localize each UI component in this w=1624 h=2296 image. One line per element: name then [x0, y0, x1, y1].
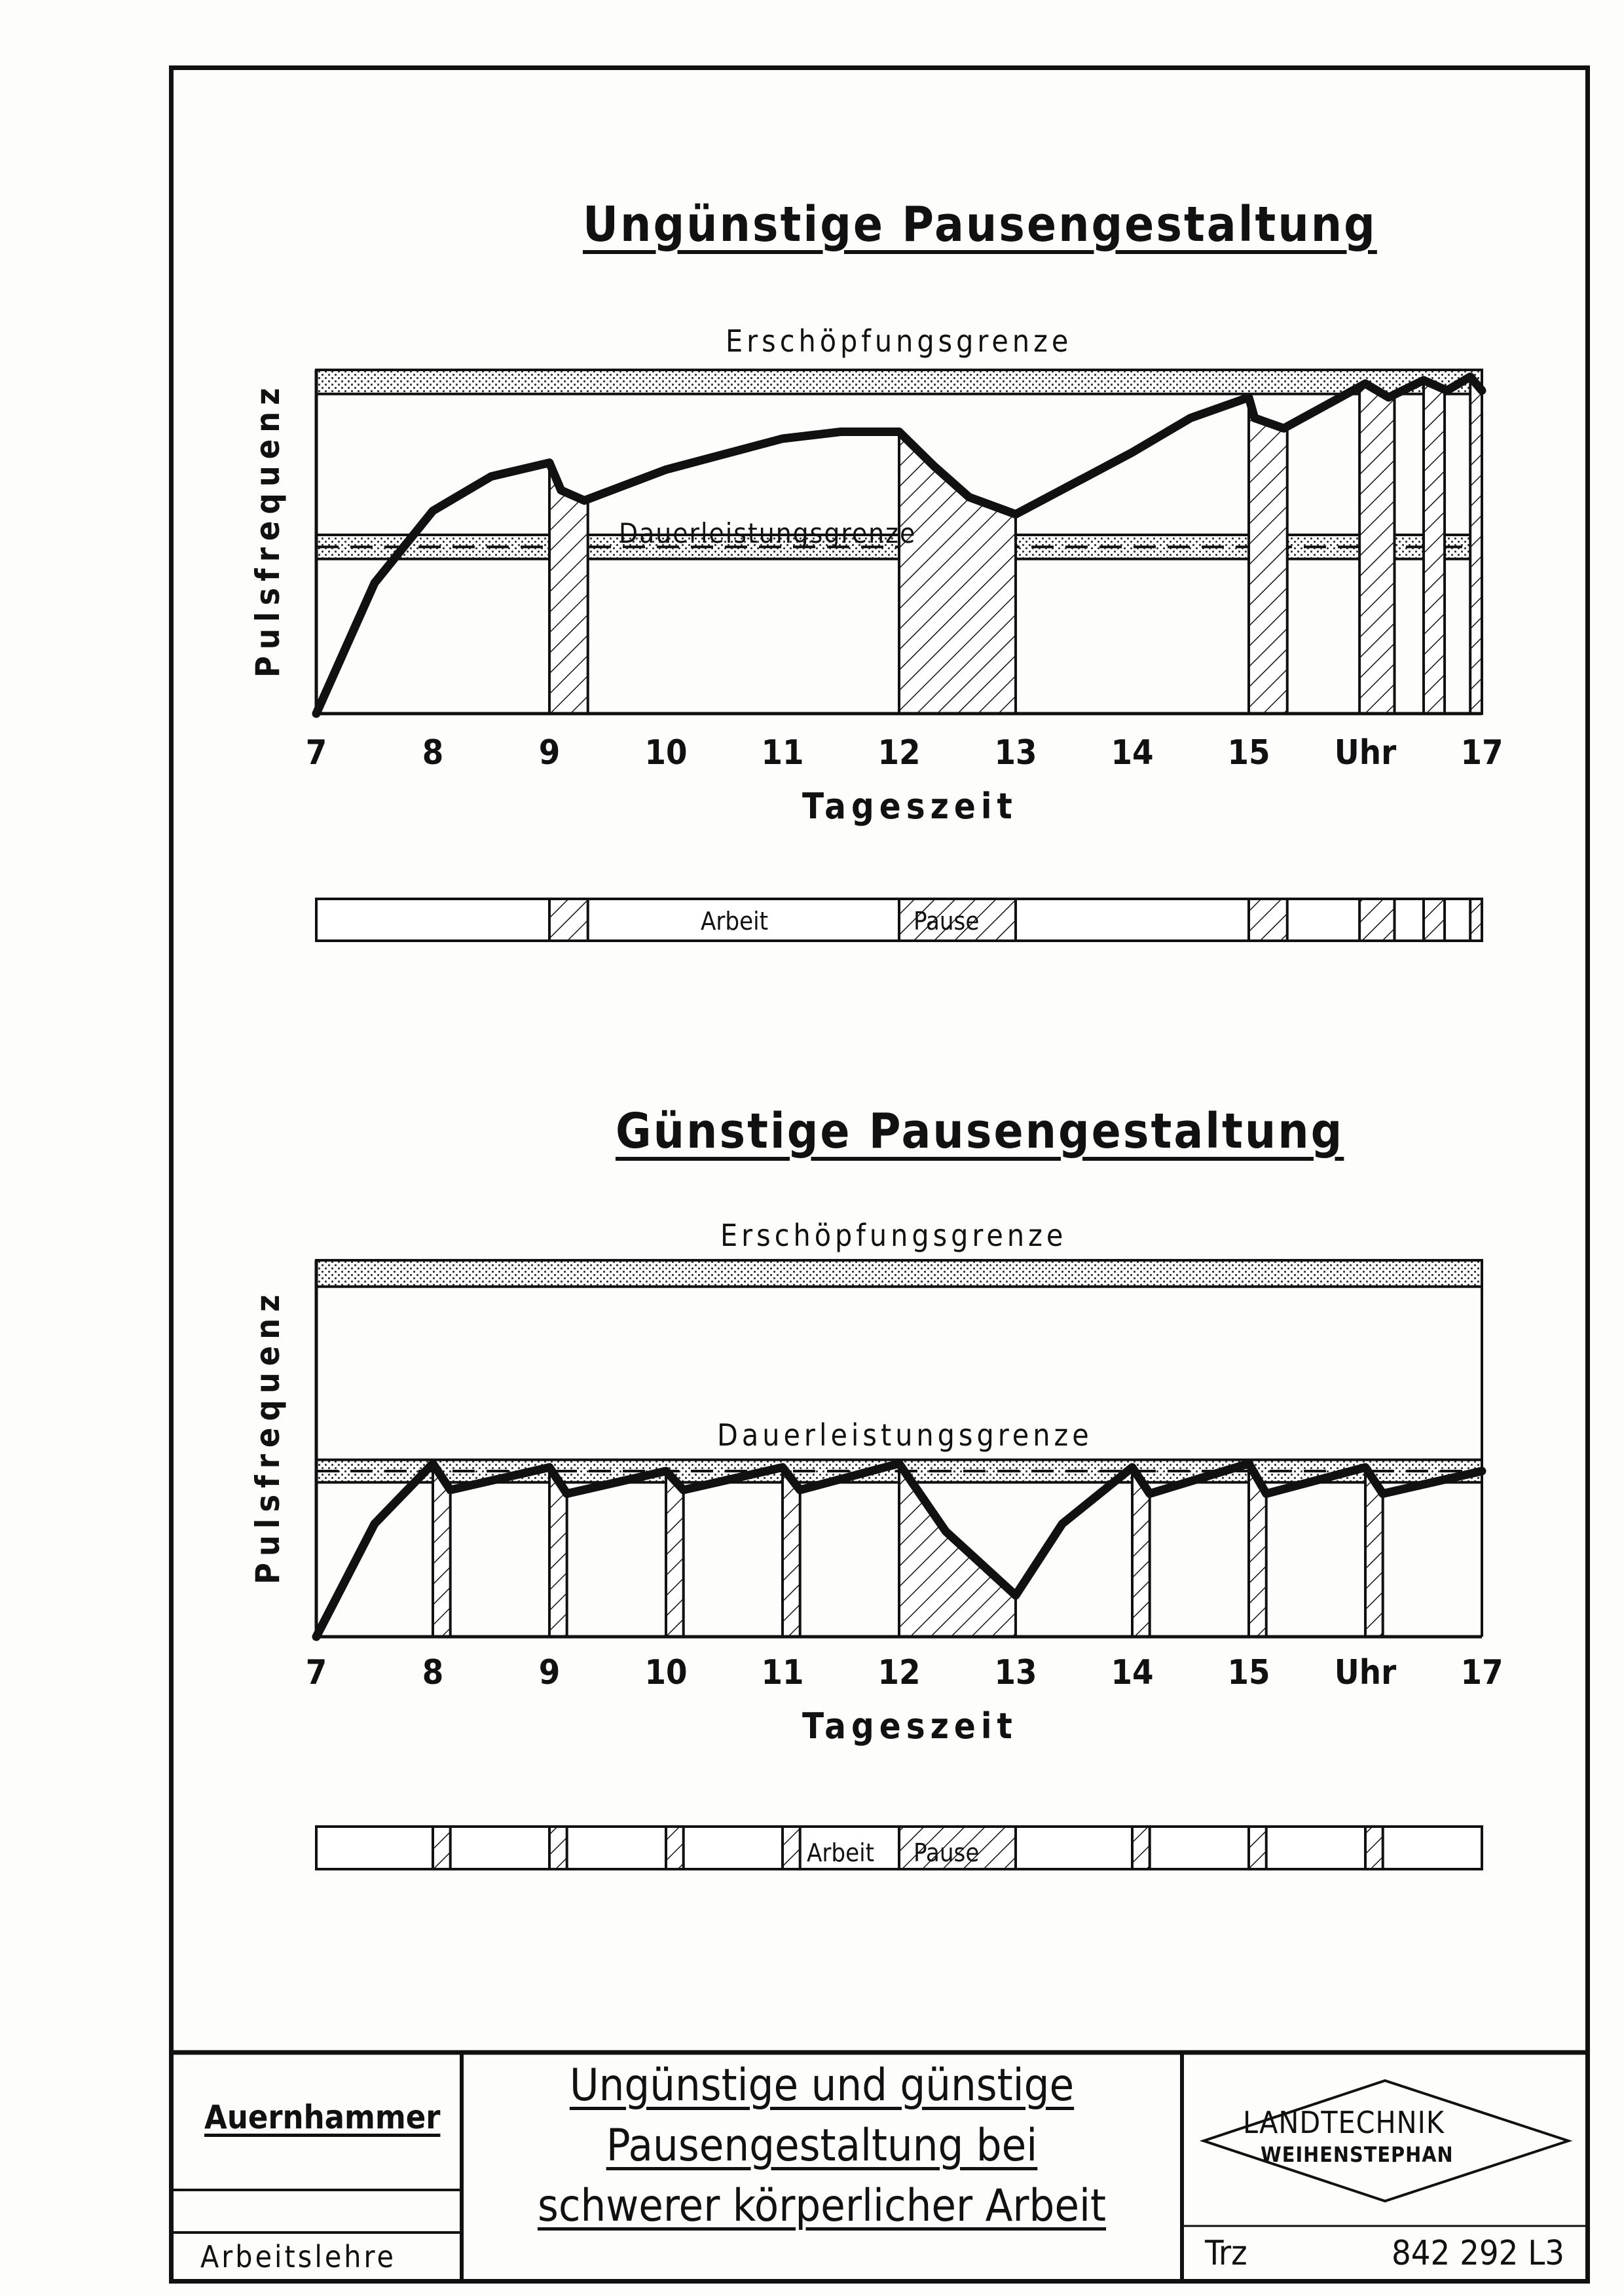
- strip-pause-label: Pause: [913, 1838, 980, 1867]
- x-tick-label: 14: [1111, 733, 1154, 773]
- x-tick-label: 11: [761, 733, 804, 773]
- x-tick-label: 9: [538, 1653, 561, 1692]
- x-tick-label: 12: [877, 733, 921, 773]
- chart-title: Günstige Pausengestaltung: [616, 1103, 1344, 1159]
- x-tick-label: 17: [1460, 1653, 1504, 1692]
- endurance-limit-label: Dauerleistungsgrenze: [717, 1417, 1093, 1453]
- drawing-title: [465, 2056, 1179, 2236]
- x-tick-label: 13: [994, 733, 1037, 773]
- x-axis-title: Tageszeit: [802, 786, 1018, 827]
- sheet-frame: [169, 65, 1590, 2284]
- drawing-title-line: Ungünstige und günstige: [569, 2060, 1075, 2111]
- x-tick-label: 7: [305, 733, 327, 773]
- x-tick-label: 8: [422, 1653, 444, 1692]
- x-tick-label: 9: [538, 733, 561, 773]
- chart-title: Ungünstige Pausengestaltung: [583, 196, 1377, 253]
- x-tick-label: 17: [1460, 733, 1504, 773]
- logo-text-landtechnik: LANDTECHNIK: [1243, 2105, 1445, 2140]
- x-tick-label: 10: [644, 733, 688, 773]
- author-name: Auernhammer: [204, 2098, 441, 2136]
- department-name: Arbeitslehre: [200, 2239, 397, 2274]
- x-tick-label: 14: [1111, 1653, 1154, 1692]
- strip-work-label: Arbeit: [807, 1838, 875, 1867]
- logo-text-weihenstephan: WEIHENSTEPHAN: [1261, 2142, 1454, 2167]
- x-tick-label: 8: [422, 733, 444, 773]
- drawing-number: 842 292 L3: [1392, 2234, 1565, 2273]
- x-axis-title: Tageszeit: [802, 1705, 1018, 1747]
- drawing-title-line: schwerer körperlicher Arbeit: [537, 2180, 1107, 2232]
- x-tick-label: 7: [305, 1653, 327, 1692]
- strip-pause-label: Pause: [913, 907, 980, 936]
- x-tick-label: 12: [877, 1653, 921, 1692]
- x-tick-label: Uhr: [1334, 1653, 1397, 1692]
- strip-work-label: Arbeit: [701, 907, 769, 936]
- x-tick-label: Uhr: [1334, 733, 1397, 773]
- y-axis-title: Pulsfrequenz: [249, 1288, 287, 1584]
- x-tick-label: 10: [644, 1653, 688, 1692]
- x-tick-label: 11: [761, 1653, 804, 1692]
- exhaustion-limit-label: Erschöpfungsgrenze: [720, 1218, 1067, 1253]
- x-tick-label: 15: [1227, 1653, 1270, 1692]
- x-tick-label: 13: [994, 1653, 1037, 1692]
- y-axis-title: Pulsfrequenz: [249, 381, 287, 678]
- exhaustion-limit-label: Erschöpfungsgrenze: [726, 323, 1073, 359]
- x-tick-label: 15: [1227, 733, 1270, 773]
- endurance-limit-label: Dauerleistungsgrenze: [619, 517, 917, 549]
- drawing-title-line: Pausengestaltung bei: [606, 2120, 1038, 2172]
- code-left: Trz: [1205, 2234, 1247, 2273]
